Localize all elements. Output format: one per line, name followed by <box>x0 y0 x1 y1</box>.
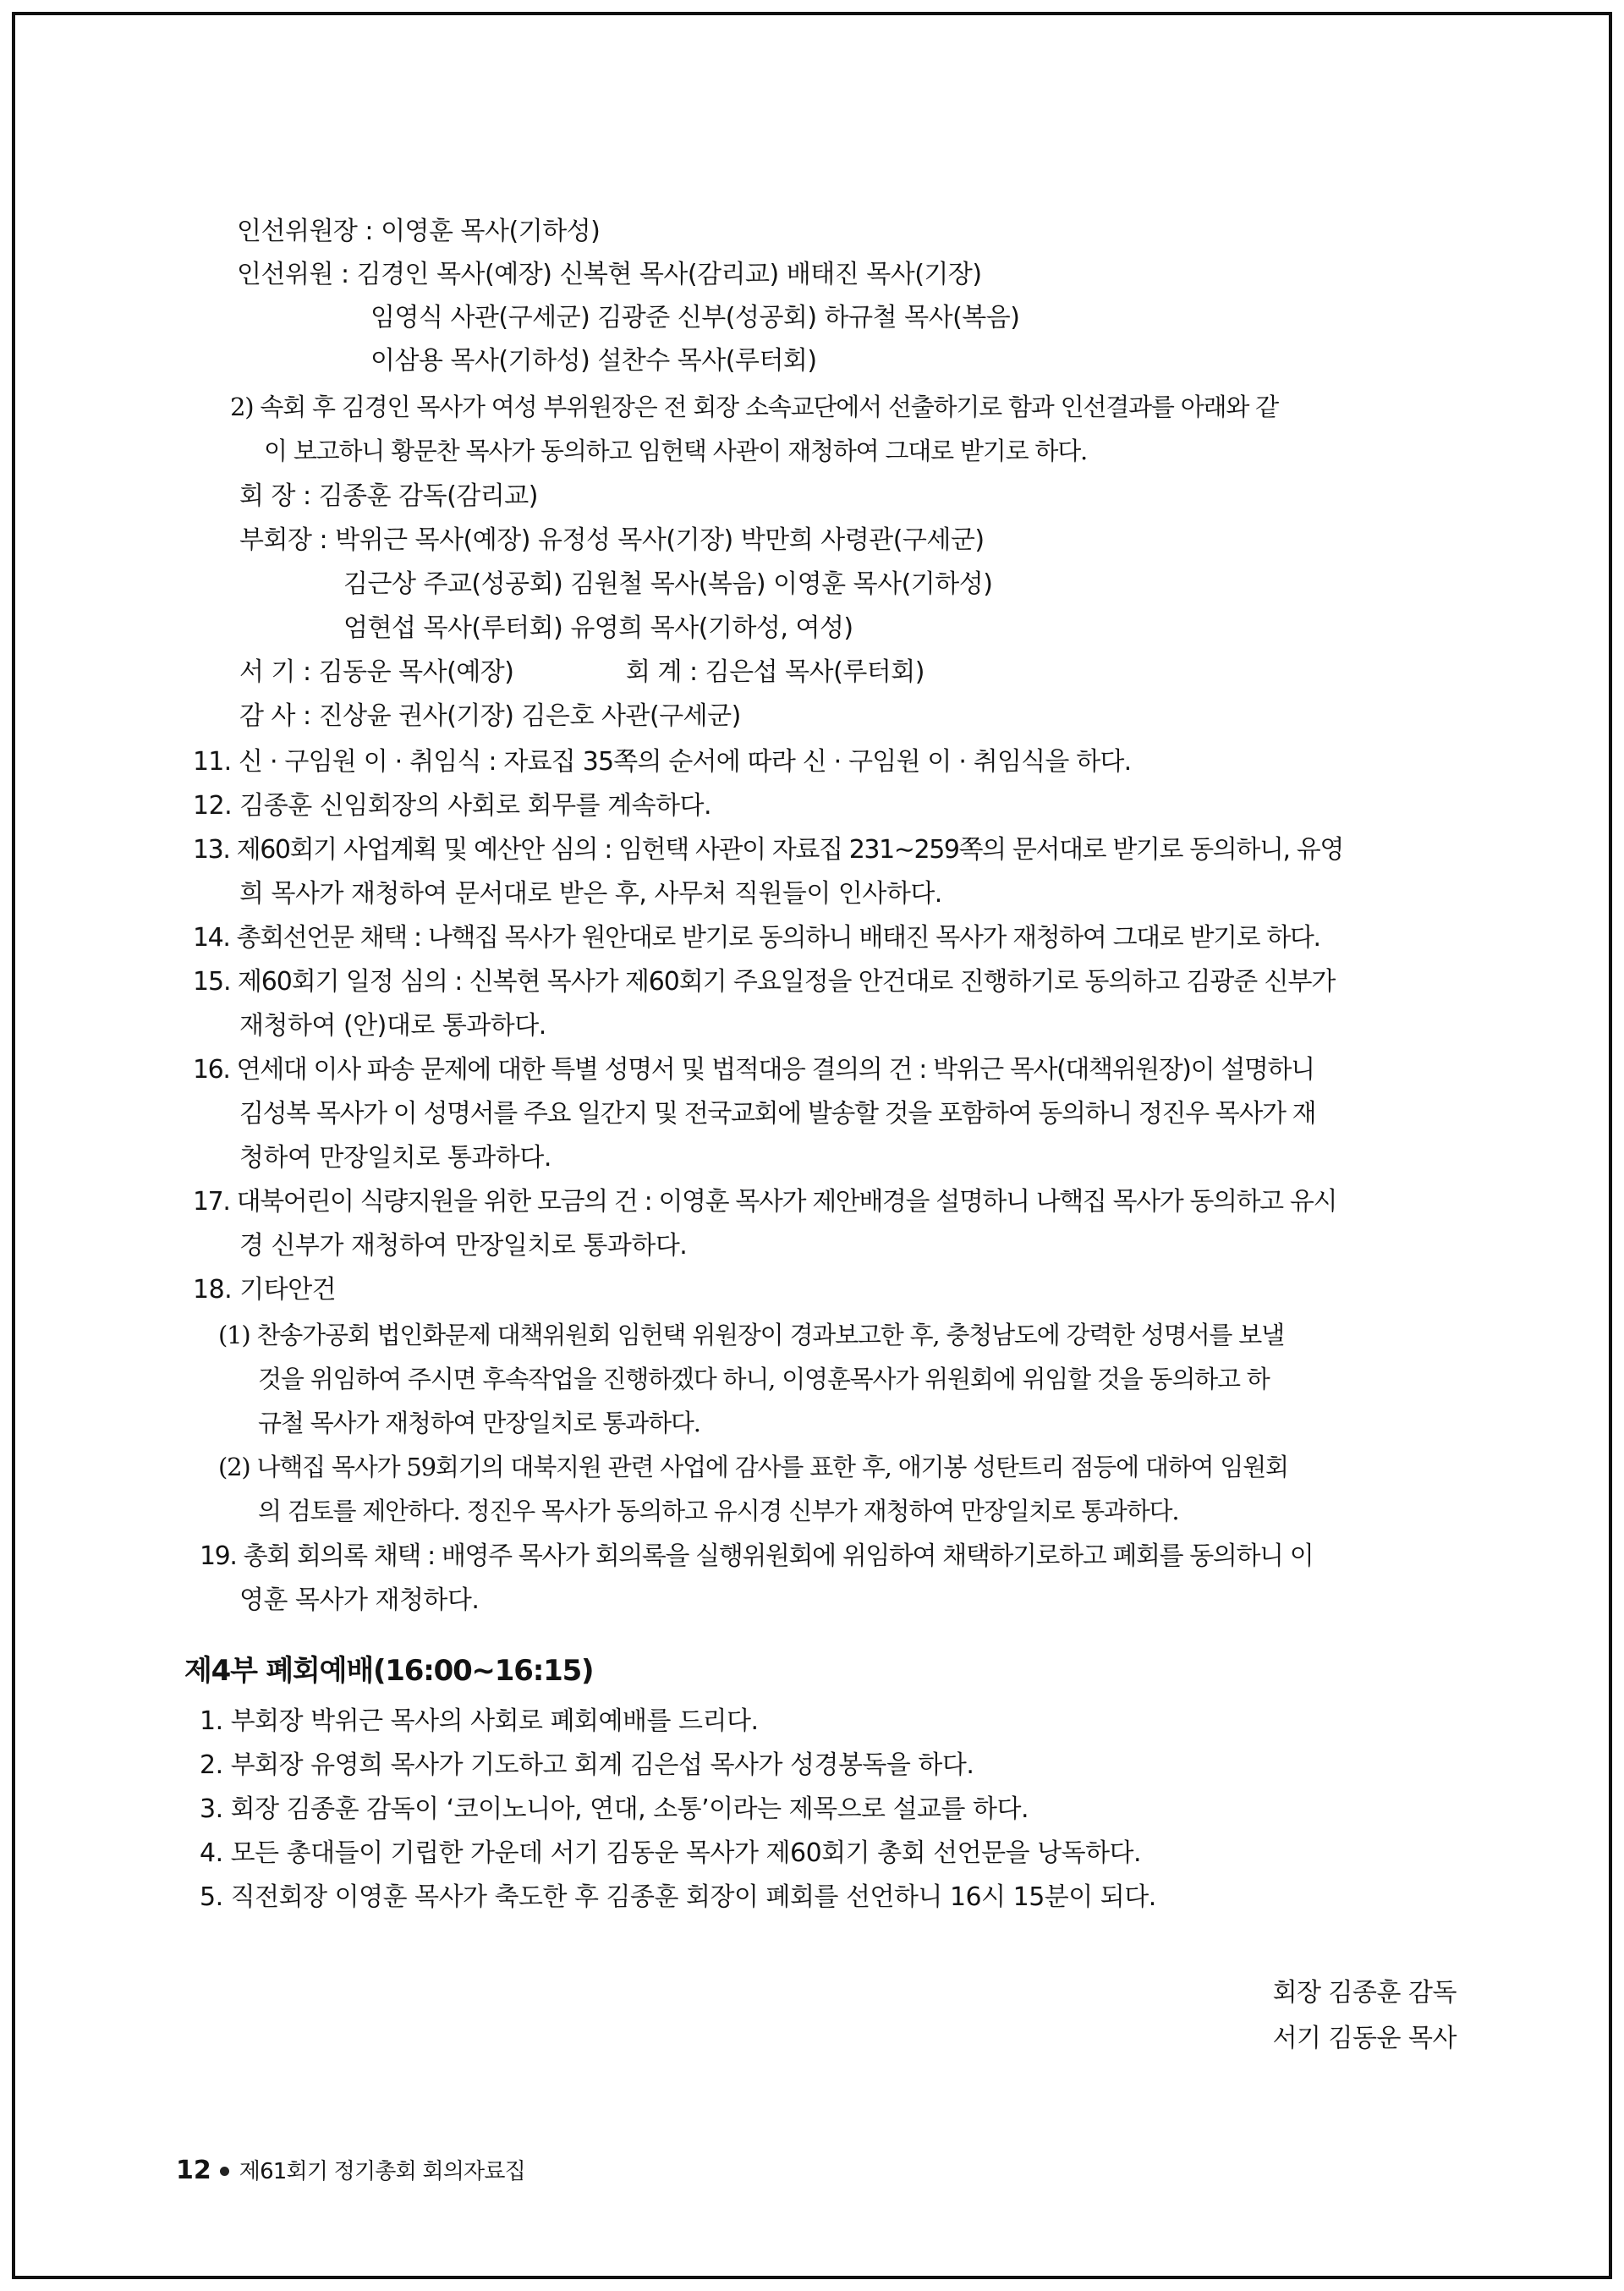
signature-president: 회장 김종훈 감독 <box>1272 1978 1457 2008</box>
text-line: 16. 연세대 이사 파송 문제에 대한 특별 성명서 및 법적대응 결의의 건 : 박위근 목사(대책위원장)이 설명하니 <box>193 1055 1314 1085</box>
list-item: 1. 부회장 박위근 목사의 사회로 폐회예배를 드리다. <box>200 1706 759 1736</box>
text-line: 11. 신 · 구임원 이 · 취임식 : 자료집 35쪽의 순서에 따라 신 · 구임원 이 · 취임식을 하다. <box>193 747 1132 777</box>
list-item: 5. 직전회장 이영훈 목사가 축도한 후 김종훈 회장이 폐회를 선언하니 16시 15분이 되다. <box>200 1882 1156 1912</box>
text-line: 14. 총회선언문 채택 : 나핵집 목사가 원안대로 받기로 동의하니 배태진 목사가 재청하여 그대로 받기로 하다. <box>193 923 1320 953</box>
text-line: 인선위원장 : 이영훈 목사(기하성) <box>237 217 601 246</box>
text-line: 희 목사가 재청하여 문서대로 받은 후, 사무처 직원들이 인사하다. <box>239 879 942 909</box>
text-line: 19. 총회 회의록 채택 : 배영주 목사가 회의록을 실행위원회에 위임하여 채택하기로하고 폐회를 동의하니 이 <box>200 1541 1314 1571</box>
text-line: 13. 제60회기 사업계획 및 예산안 심의 : 임헌택 사관이 자료집 231∼259쪽의 문서대로 받기로 동의하니, 유영 <box>193 835 1343 865</box>
text-line: 김성복 목사가 이 성명서를 주요 일간지 및 전국교회에 발송할 것을 포함하여 동의하니 정진우 목사가 재 <box>239 1099 1316 1129</box>
list-item: 4. 모든 총대들이 기립한 가운데 서기 김동운 목사가 제60회기 총회 선언문을 낭독하다. <box>200 1838 1142 1868</box>
signature-secretary: 서기 김동운 목사 <box>1272 2024 1457 2053</box>
text-line: 서 기 : 김동운 목사(예장) <box>239 657 514 687</box>
list-item: 3. 회장 김종훈 감독이 ‘코이노니아, 연대, 소통’이라는 제목으로 설교를 하다. <box>200 1794 1029 1824</box>
page-footer <box>176 2154 525 2185</box>
text-line: 2) 속회 후 김경인 목사가 여성 부위원장은 전 회장 소속교단에서 선출하기로 함과 인선결과를 아래와 같 <box>230 393 1278 421</box>
text-line: 부회장 : 박위근 목사(예장) 유정성 목사(기장) 박만희 사령관(구세군) <box>239 525 985 555</box>
text-line: 영훈 목사가 재청하다. <box>239 1585 480 1615</box>
text-line: 경 신부가 재청하여 만장일치로 통과하다. <box>239 1231 688 1261</box>
text-line: 이삼용 목사(기하성) 설찬수 목사(루터회) <box>370 346 817 376</box>
text-line: (1) 찬송가공회 법인화문제 대책위원회 임헌택 위원장이 경과보고한 후, 충청남도에 강력한 성명서를 보낼 <box>218 1321 1284 1349</box>
text-line: 청하여 만장일치로 통과하다. <box>239 1143 551 1173</box>
bullet-icon <box>220 2167 229 2176</box>
text-line: (2) 나핵집 목사가 59회기의 대북지원 관련 사업에 감사를 표한 후, 애기봉 성탄트리 점등에 대하여 임원회 <box>218 1453 1288 1481</box>
text-line: 이 보고하니 황문찬 목사가 동의하고 임헌택 사관이 재청하여 그대로 받기로 하다. <box>264 437 1088 465</box>
text-line: 것을 위임하여 주시면 후속작업을 진행하겠다 하니, 이영훈목사가 위원회에 위임할 것을 동의하고 하 <box>258 1365 1270 1393</box>
page-number: 12 <box>176 2156 211 2185</box>
text-line: 김근상 주교(성공회) 김원철 목사(복음) 이영훈 목사(기하성) <box>343 569 993 599</box>
text-line: 규철 목사가 재청하여 만장일치로 통과하다. <box>258 1409 700 1437</box>
text-line: 회 장 : 김종훈 감독(감리교) <box>239 481 538 511</box>
text-line: 12. 김종훈 신임회장의 사회로 회무를 계속하다. <box>193 791 712 821</box>
text-line: 의 검토를 제안하다. 정진우 목사가 동의하고 유시경 신부가 재청하여 만장일치로 통과하다. <box>258 1497 1179 1525</box>
text-line: 18. 기타안건 <box>193 1275 337 1305</box>
section-heading: 제4부 폐회예배(16:00∼16:15) <box>184 1654 594 1688</box>
text-line: 재청하여 (안)대로 통과하다. <box>239 1011 546 1041</box>
text-line: 임영식 사관(구세군) 김광준 신부(성공회) 하규철 목사(복음) <box>370 303 1020 332</box>
publication-title: 제61회기 정기총회 회의자료집 <box>239 2159 525 2184</box>
list-item: 2. 부회장 유영희 목사가 기도하고 회계 김은섭 목사가 성경봉독을 하다. <box>200 1750 974 1780</box>
text-line: 15. 제60회기 일정 심의 : 신복현 목사가 제60회기 주요일정을 안건대로 진행하기로 동의하고 김광준 신부가 <box>193 967 1336 997</box>
text-line: 회 계 : 김은섭 목사(루터회) <box>626 657 924 687</box>
text-line: 엄현섭 목사(루터회) 유영희 목사(기하성, 여성) <box>343 613 853 643</box>
text-line: 감 사 : 진상윤 권사(기장) 김은호 사관(구세군) <box>239 701 741 731</box>
text-line: 인선위원 : 김경인 목사(예장) 신복현 목사(감리교) 배태진 목사(기장) <box>237 260 982 289</box>
text-line: 17. 대북어린이 식량지원을 위한 모금의 건 : 이영훈 목사가 제안배경을 설명하니 나핵집 목사가 동의하고 유시 <box>193 1187 1337 1217</box>
